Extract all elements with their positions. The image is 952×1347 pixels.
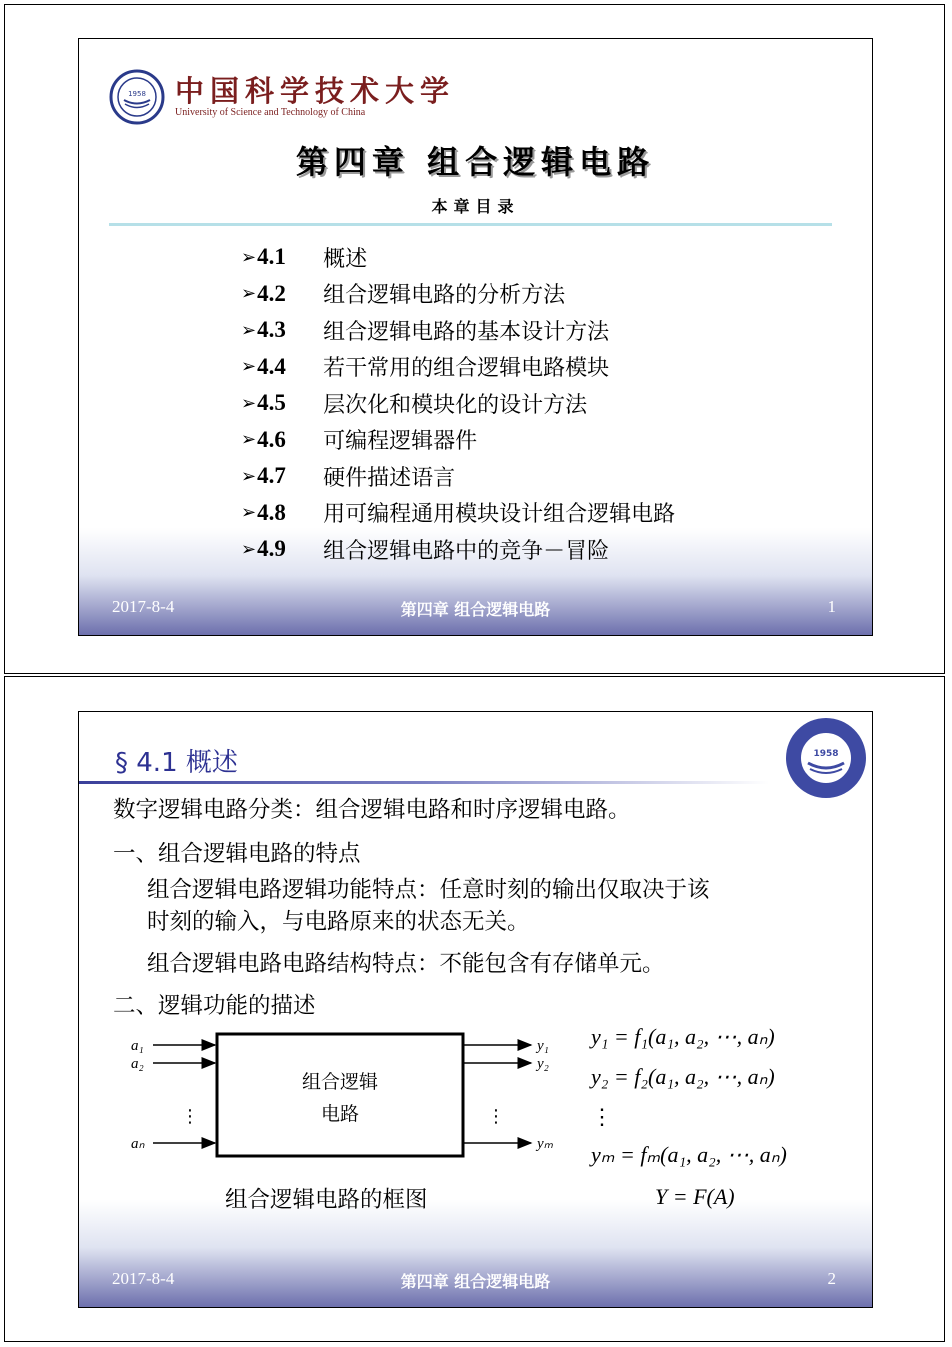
toc-heading: 本章目录: [431, 197, 520, 216]
equation-dots: ⋮: [591, 1104, 613, 1129]
structure-feature-line: 组合逻辑电路电路结构特点：不能包含有存储单元。: [147, 951, 665, 977]
toc-text: 组合逻辑电路的基本设计方法: [323, 319, 610, 345]
toc-number: 4.4: [257, 353, 286, 379]
logic-feature-line-1: 组合逻辑电路逻辑功能特点：任意时刻的输出仅取决于该: [147, 877, 710, 903]
equation-y2: y₂ = f₂(a₁, a₂, ⋯, aₙ): [591, 1064, 775, 1089]
logic-feature-line-2: 时刻的输入，与电路原来的状态无关。: [147, 909, 530, 935]
equation-vector: Y = F(A): [655, 1184, 735, 1209]
seal-year: 1958: [128, 90, 146, 98]
toc-number: 4.3: [257, 317, 286, 343]
slide-1: [78, 38, 873, 636]
slide-footer: [79, 597, 872, 621]
arrow-bullet-icon: ➢: [241, 283, 257, 305]
arrow-bullet-icon: ➢: [241, 465, 257, 487]
heading-description: 二、逻辑功能的描述: [113, 993, 316, 1019]
toc-number: 4.6: [257, 426, 286, 452]
classification-line: 数字逻辑电路分类：组合逻辑电路和时序逻辑电路。: [113, 797, 631, 823]
toc-number: 4.7: [257, 463, 286, 489]
toc-item: [241, 385, 675, 422]
toc-number: 4.2: [257, 280, 286, 306]
toc-list: [241, 239, 675, 568]
input-label-a2: a₂: [131, 1056, 144, 1072]
seal-year: 1958: [813, 749, 839, 759]
university-seal-icon: [109, 69, 165, 125]
slide-2: [78, 711, 873, 1308]
block-label-line1: 组合逻辑: [301, 1071, 379, 1093]
section-title-underline: [79, 781, 769, 784]
arrow-bullet-icon: ➢: [241, 538, 257, 560]
arrow-bullet-icon: ➢: [241, 392, 257, 414]
university-seal-icon: [784, 716, 868, 800]
toc-text: 组合逻辑电路中的竞争－冒险: [323, 538, 610, 564]
heading-characteristics: 一、组合逻辑电路的特点: [113, 841, 361, 867]
block-label-line2: 电路: [320, 1103, 360, 1125]
footer-title: 第四章 组合逻辑电路: [400, 1272, 551, 1291]
diagram-caption: 组合逻辑电路的框图: [225, 1187, 428, 1213]
toc-text: 组合逻辑电路的分析方法: [323, 283, 566, 309]
toc-number: 4.5: [257, 390, 286, 416]
toc-item: [241, 349, 675, 386]
input-label-an: aₙ: [131, 1136, 145, 1152]
toc-item: [241, 495, 675, 532]
input-dots: ⋮: [181, 1106, 199, 1127]
toc-item: [241, 458, 675, 495]
toc-text: 用可编程通用模块设计组合逻辑电路: [323, 502, 676, 528]
logic-block: [217, 1034, 463, 1156]
arrow-bullet-icon: ➢: [241, 502, 257, 524]
input-label-a1: a₁: [131, 1038, 144, 1054]
slide-footer: [79, 1269, 872, 1293]
output-label-y1: y₁: [537, 1038, 549, 1054]
toc-divider: [109, 223, 832, 226]
output-label-ym: yₘ: [537, 1136, 554, 1152]
toc-item: [241, 276, 675, 313]
toc-text: 若干常用的组合逻辑电路模块: [323, 356, 610, 382]
toc-item: [241, 312, 675, 349]
toc-text: 可编程逻辑器件: [323, 429, 478, 455]
university-logo: [109, 69, 489, 129]
toc-text: 层次化和模块化的设计方法: [323, 392, 588, 418]
university-name-en: University of Science and Technology of China: [175, 107, 366, 118]
footer-date: 2017-8-4: [112, 597, 175, 616]
toc-item: [241, 531, 675, 568]
toc-item: [241, 422, 675, 459]
footer-page-number: 2: [827, 1269, 836, 1288]
footer-date: 2017-8-4: [112, 1269, 175, 1288]
arrow-bullet-icon: ➢: [241, 319, 257, 341]
chapter-title: 第四章 组合逻辑电路: [295, 143, 656, 181]
toc-number: 4.1: [257, 244, 286, 270]
university-name-cn: 中国科学技术大学: [175, 74, 456, 108]
arrow-bullet-icon: ➢: [241, 246, 257, 268]
output-dots: ⋮: [487, 1106, 505, 1127]
section-title: § 4.1 概述: [115, 748, 238, 778]
toc-number: 4.9: [257, 536, 286, 562]
footer-page-number: 1: [827, 597, 836, 616]
output-label-y2: y₂: [537, 1056, 549, 1072]
toc-text: 硬件描述语言: [323, 465, 456, 491]
equation-y1: y₁ = f₁(a₁, a₂, ⋯, aₙ): [591, 1024, 775, 1049]
toc-text: 概述: [323, 246, 368, 272]
block-diagram: [109, 1024, 569, 1174]
arrow-bullet-icon: ➢: [241, 356, 257, 378]
toc-number: 4.8: [257, 499, 286, 525]
equation-ym: yₘ = fₘ(a₁, a₂, ⋯, aₙ): [591, 1142, 787, 1167]
arrow-bullet-icon: ➢: [241, 429, 257, 451]
toc-item: [241, 239, 675, 276]
footer-title: 第四章 组合逻辑电路: [400, 600, 551, 619]
